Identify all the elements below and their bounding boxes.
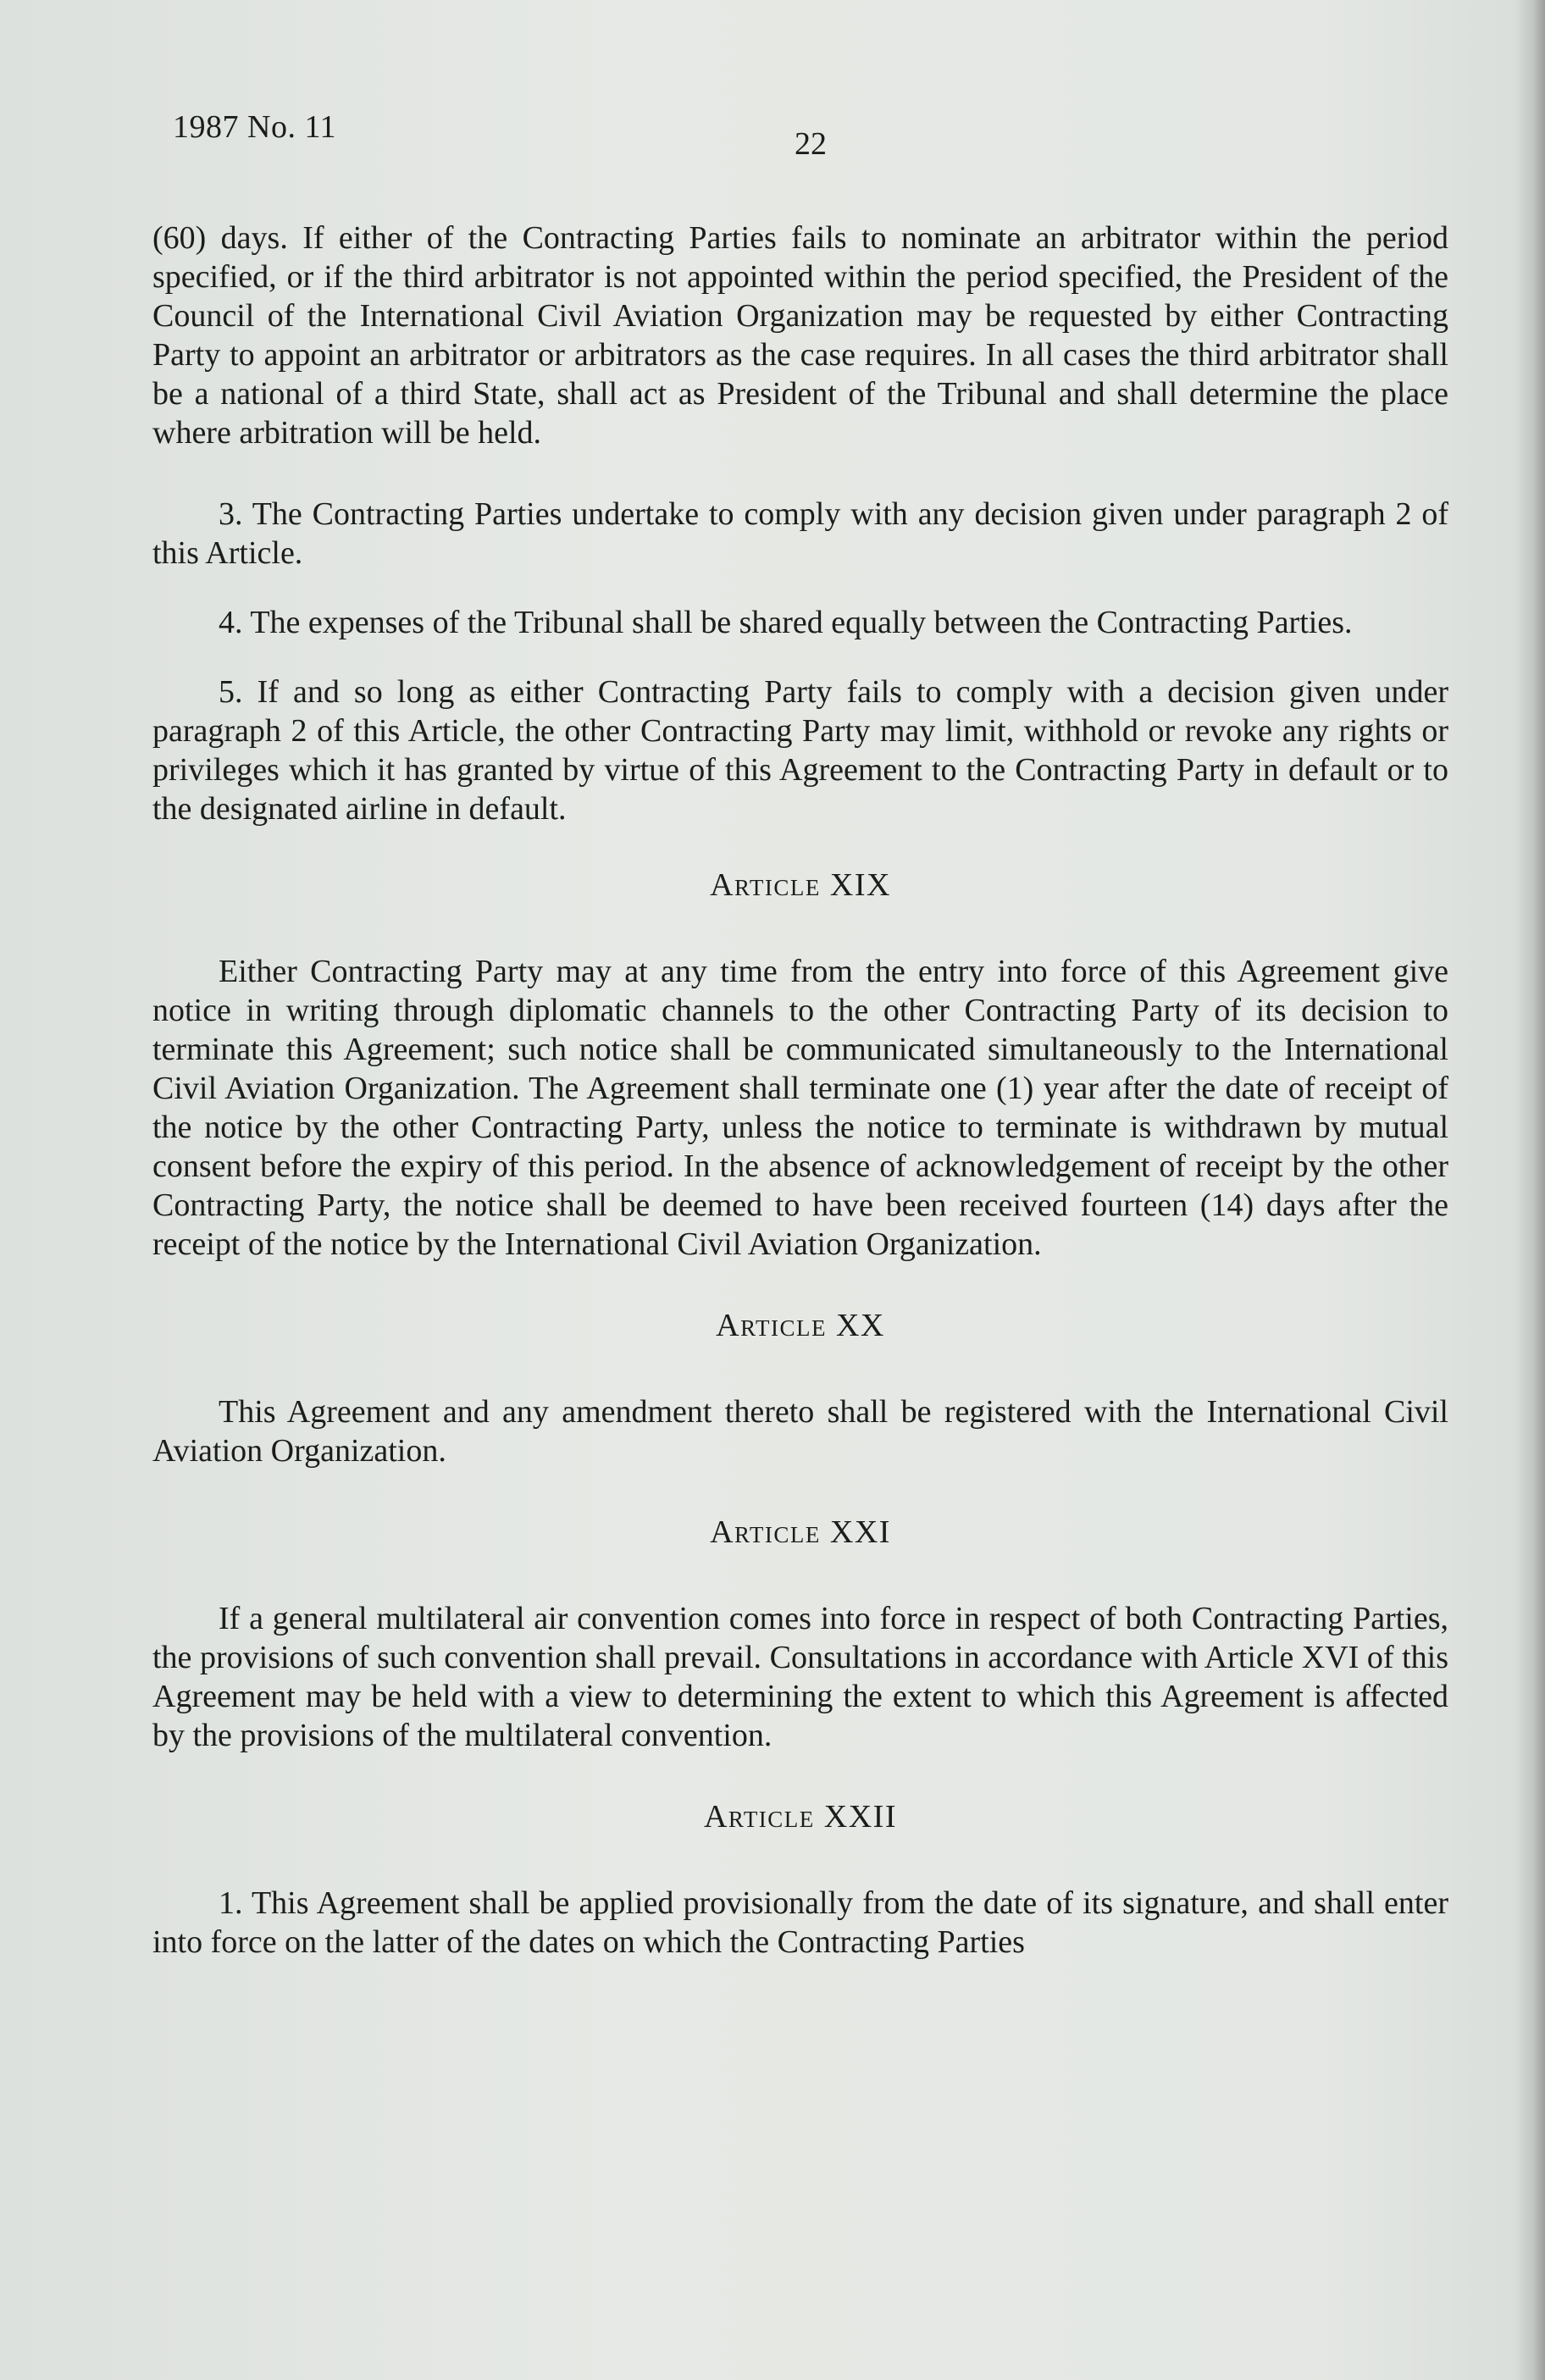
paragraph-4: 4. The expenses of the Tribunal shall be shared equally between the Contracting Parties. — [219, 605, 1353, 640]
article-xxi-text: If a general multilateral air convention comes into force in respect of both Contracting Parties, the provisions of such convention shall prevail. Consultations in accordance with Article XVI of this Agreement may be held with a view to determining the extent to which this Agreement is affected by the provisions of the multilateral convention. — [152, 1601, 1448, 1753]
paragraph-continuation: (60) days. If either of the Contracting Parties fails to nominate an arbitrator within the period specified, or if the third arbitrator is not appointed within the period specified, the President of the Council of the International Civil Aviation Organization may be requested by either Contracting Party to appoint an arbitrator or arbitrators as the case requires. In all cases the third arbitrator shall be a national of a third State, shall act as President of the Tribunal and shall determine the place where arbitration will be held. — [152, 220, 1448, 451]
article-xxi-heading: Article XXI — [710, 1514, 891, 1550]
article-xxii-heading: Article XXII — [703, 1799, 897, 1835]
page-number: 22 — [795, 126, 827, 162]
document-body — [152, 219, 1448, 1962]
paragraph-5: 5. If and so long as either Contracting Party fails to comply with a decision given under paragraph 2 of this Article, the other Contracting Party may limit, withhold or revoke any rights or privileges which it has granted by virtue of this Agreement to the Contracting Party in default or to the designated airline in default. — [152, 674, 1448, 827]
page-edge-shadow — [1515, 0, 1545, 2380]
running-head: 1987 No. 11 — [173, 109, 337, 145]
article-xxii-text: 1. This Agreement shall be applied provisionally from the date of its signature, and shall enter into force on the latter of the dates on which the Contracting Parties — [152, 1885, 1448, 1960]
article-xx-text: This Agreement and any amendment thereto shall be registered with the International Civil Aviation Organization. — [152, 1394, 1448, 1469]
article-xx-heading: Article XX — [716, 1308, 885, 1343]
paragraph-3: 3. The Contracting Parties undertake to comply with any decision given under paragraph 2 of this Article. — [152, 496, 1448, 571]
article-xix-text: Either Contracting Party may at any time from the entry into force of this Agreement give notice in writing through diplomatic channels to the other Contracting Party of its decision to terminate this Agreement; such notice shall be communicated simultaneously to the International Civil Aviation Organization. The Agreement shall terminate one (1) year after the date of receipt of the notice by the other Contracting Party, unless the notice to terminate is withdrawn by mutual consent before the expiry of this period. In the absence of acknowledgement of receipt by the other Contracting Party, the notice shall be deemed to have been received fourteen (14) days after the receipt of the notice by the International Civil Aviation Organization. — [152, 954, 1448, 1262]
article-xix-heading: Article XIX — [710, 867, 891, 903]
